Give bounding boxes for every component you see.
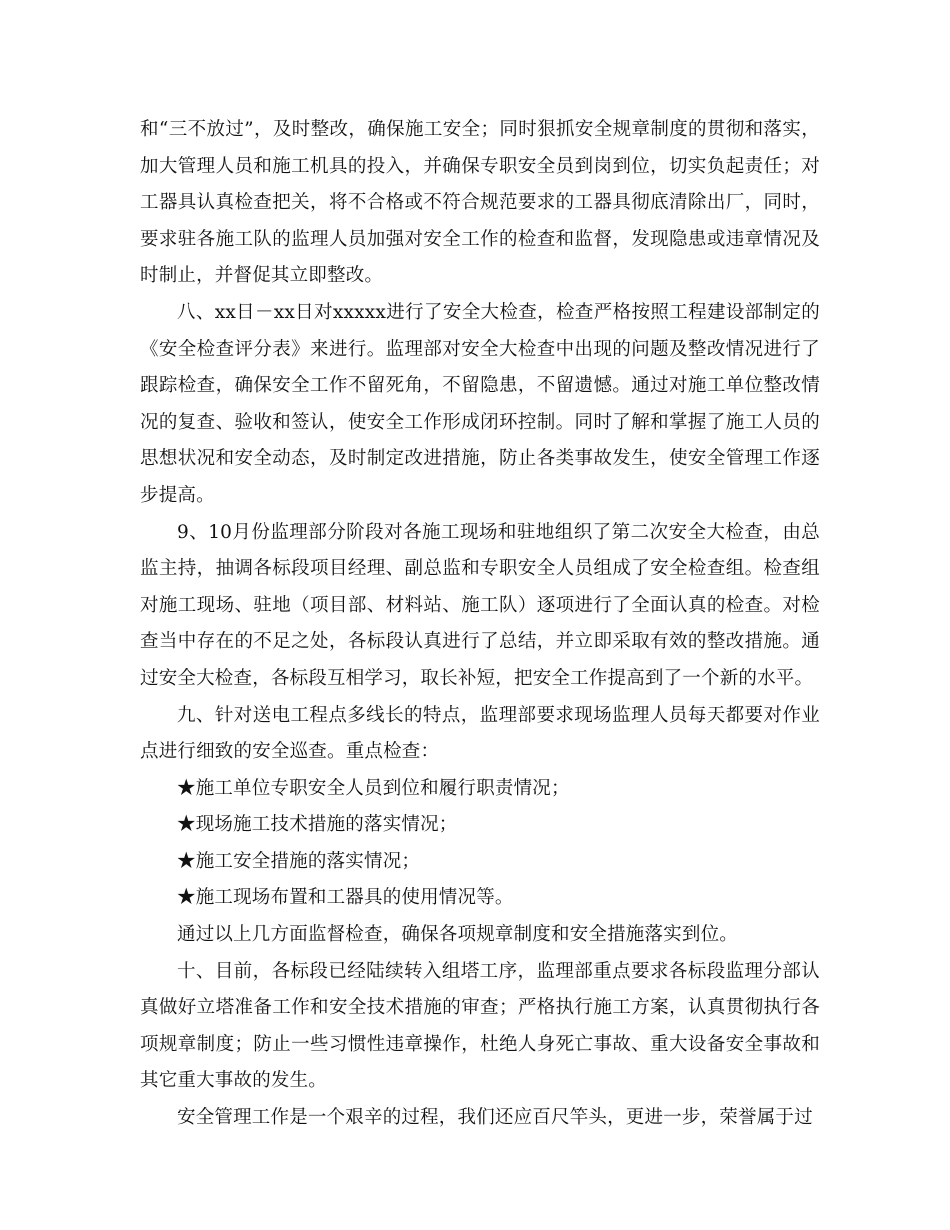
paragraph-closing: 安全管理工作是一个艰辛的过程，我们还应百尺竿头，更进一步，荣誉属于过 <box>177 1107 813 1129</box>
paragraph-second-inspection: 9、10月份监理部分阶段对各施工现场和驻地组织了第二次安全大检查，由总监主持，抽调各标段项目经理、副总监和专职安全人员组成了安全检查组。检查组对施工现场、驻地（项目部、材料站、施工队）逐项进行了全面认真的检查。对检查当中存在的不足之处，各标段认真进行了总结，并立即采取有效的整改措施。通过安全大检查，各标段互相学习，取长补短，把安全工作提高到了一个新的水平。 <box>140 521 820 689</box>
paragraph-item-eight: 八、xx日－xx日对xxxxx进行了安全大检查，检查严格按照工程建设部制定的《安全检查评分表》来进行。监理部对安全大检查中出现的问题及整改情况进行了跟踪检查，确保安全工作不留死角，不留隐患，不留遗憾。通过对施工单位整改情况的复查、验收和签认，使安全工作形成闭环控制。同时了解和掌握了施工人员的思想状况和安全动态，及时制定改进措施，防止各类事故发生，使安全管理工作逐步提高。 <box>140 301 820 506</box>
paragraph-item-ten: 十、目前，各标段已经陆续转入组塔工序，监理部重点要求各标段监理分部认真做好立塔准备工作和安全技术措施的审查；严格执行施工方案，认真贯彻执行各项规章制度；防止一些习惯性违章操作，杜绝人身死亡事故、重大设备安全事故和其它重大事故的发生。 <box>140 960 820 1092</box>
bullet-item-site-layout: ★施工现场布置和工器具的使用情况等。 <box>177 887 514 909</box>
bullet-item-safety-measures: ★施工安全措施的落实情况； <box>177 850 421 872</box>
paragraph-item-nine: 九、针对送电工程点多线长的特点，监理部要求现场监理人员每天都要对作业点进行细致的安全巡查。重点检查： <box>140 704 820 763</box>
bullet-item-safety-staff: ★施工单位专职安全人员到位和履行职责情况； <box>177 777 570 799</box>
document-body <box>140 112 820 1137</box>
paragraph-continuation: 和“三不放过”，及时整改，确保施工安全；同时狠抓安全规章制度的贯彻和落实，加大管理人员和施工机具的投入，并确保专职安全员到岗到位，切实负起责任；对工器具认真检查把关，将不合格或不符合规范要求的工器具彻底清除出厂，同时，要求驻各施工队的监理人员加强对安全工作的检查和监督，发现隐患或违章情况及时制止，并督促其立即整改。 <box>140 119 820 287</box>
bullet-item-technical-measures: ★现场施工技术措施的落实情况； <box>177 814 458 836</box>
paragraph-summary: 通过以上几方面监督检查，确保各项规章制度和安全措施落实到位。 <box>177 924 739 946</box>
